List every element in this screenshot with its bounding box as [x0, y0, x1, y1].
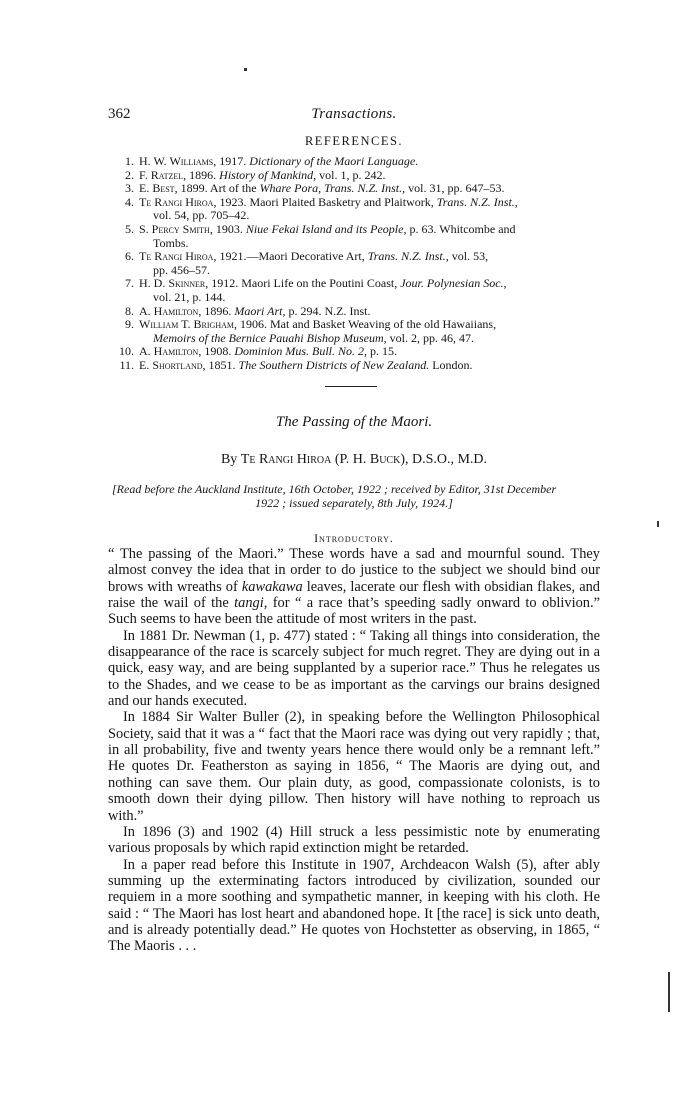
reference-detail: , 1912. Maori Life on the Poutini Coast, — [205, 276, 401, 291]
reference-continuation — [139, 237, 600, 251]
reference-work-title: Dominion Mus. Bull. No. 2, — [234, 344, 368, 359]
page-number: 362 — [108, 106, 131, 122]
reference-item — [108, 277, 600, 304]
reference-detail: , 1921.—Maori Decorative Art, — [213, 249, 368, 264]
margin-mark — [657, 521, 659, 527]
reference-number: 1. — [125, 154, 134, 168]
read-note — [108, 482, 600, 510]
reference-item — [108, 196, 600, 223]
reference-continuation-text: pp. 456–57. — [153, 262, 210, 277]
byline-author: Te Rangi Hiroa — [240, 452, 332, 467]
page-header — [108, 106, 600, 128]
article-body — [108, 546, 600, 955]
reference-detail: , 1917. — [213, 154, 250, 168]
reference-text — [139, 359, 600, 373]
running-title: Transactions. — [311, 106, 397, 122]
reference-number: 11. — [119, 357, 134, 372]
reference-text — [139, 250, 600, 277]
reference-number: 5. — [125, 221, 134, 236]
reference-continuation-text: vol. 54, pp. 705–42. — [153, 208, 250, 223]
reference-text — [139, 305, 600, 319]
reference-continuation-text: vol. 21, p. 144. — [153, 289, 226, 304]
references-list — [108, 155, 600, 373]
reference-author: S. Percy Smith — [139, 221, 210, 236]
reference-continuation-text: vol. 2, pp. 46, 47. — [386, 330, 474, 345]
reference-number: 8. — [125, 303, 134, 318]
reference-continuation — [139, 332, 600, 346]
reference-number: 3. — [125, 181, 134, 196]
byline-prefix: By — [220, 452, 241, 467]
reference-continuation — [139, 291, 600, 305]
paragraph-text: leaves, lacerate our flesh with obsidian flakes, and raise the wail of the — [108, 578, 600, 612]
reference-text — [139, 169, 600, 183]
reference-author: William T. Brigham — [139, 317, 234, 332]
body-paragraph — [108, 709, 600, 823]
reference-continuation — [139, 264, 600, 278]
reference-text — [139, 182, 600, 196]
margin-mark — [244, 68, 247, 71]
reference-continuation-text: Tombs. — [153, 235, 189, 250]
article-byline — [108, 452, 600, 468]
reference-author: Te Rangi Hiroa — [139, 194, 214, 209]
reference-tail: p. 63. Whitcombe and — [406, 221, 516, 236]
reference-work-title: Trans. N.Z. Inst., — [436, 194, 518, 209]
reference-item — [108, 359, 600, 373]
reference-work-title: Maori Art, — [234, 303, 286, 318]
reference-author: A. Hamilton — [139, 303, 199, 318]
reference-author: F. Ratzel — [139, 167, 184, 182]
reference-number: 2. — [125, 167, 134, 182]
reference-number: 9. — [125, 317, 134, 332]
reference-item — [108, 305, 600, 319]
reference-text — [139, 155, 600, 169]
reference-number: 6. — [125, 249, 134, 264]
reference-item — [108, 182, 600, 196]
reference-detail: , 1896. — [198, 303, 235, 318]
paragraph-text: In 1896 (3) and 1902 (4) Hill struck a less pessimistic note by enumerating various proposals by which rapid extinction might be retarded. — [108, 823, 600, 857]
reference-tail: vol. 31, pp. 647–53. — [405, 181, 505, 196]
reference-author: H. D. Skinner — [139, 276, 206, 291]
paragraph-text: for “ a race that’s speeding sadly onward to oblivion.” Such seems to have been the attitude of most writers in the past. — [108, 595, 600, 628]
reference-text — [139, 277, 600, 304]
reference-item — [108, 250, 600, 277]
reference-continuation — [139, 209, 600, 223]
reference-author: A. Hamilton — [139, 344, 199, 359]
reference-tail: p. 294. N.Z. Inst. — [285, 303, 371, 318]
references-heading: REFERENCES. — [304, 134, 404, 148]
reference-item — [108, 223, 600, 250]
reference-detail: , 1851. — [202, 357, 239, 372]
reference-text — [139, 196, 600, 223]
reference-tail: vol. 1, p. 242. — [316, 167, 386, 182]
section-divider-rule — [325, 386, 377, 387]
reference-work-title: Niue Fekai Island and its People, — [245, 221, 407, 236]
reference-item — [108, 169, 600, 183]
reference-author: Te Rangi Hiroa — [139, 249, 214, 264]
reference-work-title: Memoirs of the Bernice Pauahi Bishop Museum, — [153, 330, 387, 345]
body-paragraph — [108, 857, 600, 955]
section-heading: Introductory. — [314, 531, 394, 545]
paragraph-text: In a paper read before this Institute in 1907, Archdeacon Walsh (5), after ably summing up the exterminating factors introduced by civilization, sounded our requiem in a more soothing and sympathetic manner, in keeping with his cloth. He said : “ The Maori has lost heart and abandoned hope. It [the race] is sick unto death, and is already potentially dead.” He quotes von Hochstetter as observing, in 1865, “ The Maoris . . . — [108, 856, 600, 955]
maori-term: tangi, — [234, 595, 268, 612]
body-paragraph — [108, 628, 600, 710]
reference-text — [139, 345, 600, 359]
reference-item — [108, 155, 600, 169]
reference-work-title: Jour. Polynesian Soc., — [400, 276, 507, 291]
margin-mark — [668, 972, 670, 1012]
reference-author: E. Shortland — [139, 357, 203, 372]
reference-tail: London. — [429, 357, 473, 372]
reference-detail: , 1908. — [198, 344, 235, 359]
paragraph-text: “ The passing of the Maori.” These words have a sad and mournful sound. They almost convey the idea that in order to do justice to the subject we should bind our brows with wreaths of — [108, 546, 600, 595]
reference-work-title: History of Mankind, — [219, 167, 317, 182]
reference-item — [108, 318, 600, 345]
reference-work-title: Whare Pora, Trans. N.Z. Inst., — [259, 181, 406, 196]
reference-number: 4. — [125, 194, 134, 209]
paragraph-text: In 1881 Dr. Newman (1, p. 477) stated : “ Taking all things into consideration, the disappearance of the race is scarcely subject for much regret. They are dying out in a quick, easy way, and are being supplanted by a superior race.” Thus he relegates us to the Shades, and we cease to be as important as the carvings our brains designed and our hands executed. — [108, 627, 600, 710]
reference-author: E. Best — [139, 181, 175, 196]
maori-term: kawakawa — [241, 578, 303, 595]
read-note-line-2: 1922 ; issued separately, 8th July, 1924.] — [255, 496, 453, 510]
reference-detail: , 1923. Maori Plaited Basketry and Plaitwork, — [213, 194, 437, 209]
reference-detail: , 1906. Mat and Basket Weaving of the old Hawaiians, — [234, 317, 497, 332]
article-title: The Passing of the Maori. — [275, 414, 433, 430]
reference-number: 7. — [125, 276, 134, 291]
reference-detail: , 1899. Art of the — [174, 181, 260, 196]
byline-suffix: ), D.S.O., M.D. — [400, 452, 488, 467]
reference-author: H. W. Williams — [139, 154, 214, 168]
body-paragraph — [108, 824, 600, 857]
reference-item — [108, 345, 600, 359]
reference-work-title: Trans. N.Z. Inst., — [367, 249, 449, 264]
reference-detail: , 1896. — [183, 167, 220, 182]
read-note-line-1: [Read before the Auckland Institute, 16th October, 1922 ; received by Editor, 31st December — [112, 482, 557, 496]
reference-text — [139, 318, 600, 345]
body-paragraph — [108, 546, 600, 628]
reference-work-title: The Southern Districts of New Zealand. — [238, 357, 430, 372]
reference-tail: p. 15. — [367, 344, 398, 359]
reference-tail: vol. 53, — [448, 249, 489, 264]
reference-work-title: Dictionary of the Maori Language. — [249, 154, 419, 168]
reference-detail: , 1903. — [209, 221, 246, 236]
byline-buck: Buck — [369, 452, 401, 467]
reference-number: 10. — [119, 344, 134, 359]
reference-text — [139, 223, 600, 250]
byline-paren: (P. H. — [331, 452, 370, 467]
paragraph-text: In 1884 Sir Walter Buller (2), in speaking before the Wellington Philosophical Society, said that it was a “ fact that the Maori race was dying out very rapidly ; that, in all probability, five and twenty years hence there would only be a remnant left.” He quotes Dr. Featherston as saying in 1856, “ The Maoris are dying out, and nothing can save them. Our plain duty, as good, compassionate colonists, is to smooth down their dying pillow. Then history will have nothing to reproach us with.” — [108, 709, 600, 824]
